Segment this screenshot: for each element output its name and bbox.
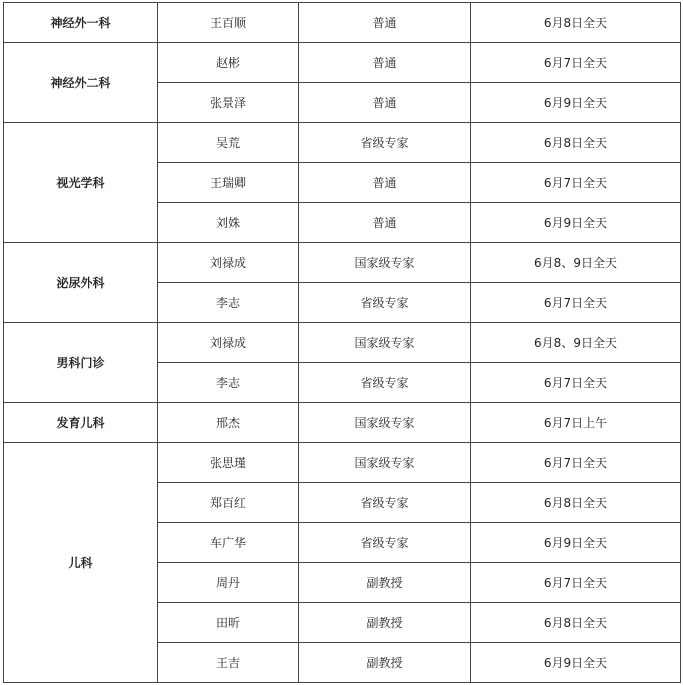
doctor-cell: 刘姝 xyxy=(158,203,299,243)
level-cell: 省级专家 xyxy=(299,523,471,563)
level-cell: 省级专家 xyxy=(299,123,471,163)
level-cell: 省级专家 xyxy=(299,363,471,403)
department-cell: 男科门诊 xyxy=(4,323,158,403)
department-cell: 发育儿科 xyxy=(4,403,158,443)
level-cell: 国家级专家 xyxy=(299,243,471,283)
level-cell: 国家级专家 xyxy=(299,443,471,483)
level-cell: 普通 xyxy=(299,83,471,123)
doctor-cell: 田昕 xyxy=(158,603,299,643)
schedule-table xyxy=(3,2,681,683)
table-row xyxy=(4,323,681,363)
time-cell: 6月8日全天 xyxy=(471,123,681,163)
schedule-table-body xyxy=(4,3,681,683)
level-cell: 普通 xyxy=(299,163,471,203)
table-row xyxy=(4,243,681,283)
time-cell: 6月7日全天 xyxy=(471,163,681,203)
time-cell: 6月9日全天 xyxy=(471,643,681,683)
level-cell: 省级专家 xyxy=(299,283,471,323)
table-row xyxy=(4,123,681,163)
level-cell: 国家级专家 xyxy=(299,403,471,443)
table-row xyxy=(4,443,681,483)
table-row xyxy=(4,3,681,43)
time-cell: 6月8日全天 xyxy=(471,603,681,643)
doctor-cell: 王吉 xyxy=(158,643,299,683)
doctor-cell: 王瑞卿 xyxy=(158,163,299,203)
time-cell: 6月8日全天 xyxy=(471,483,681,523)
time-cell: 6月7日全天 xyxy=(471,563,681,603)
department-cell: 儿科 xyxy=(4,443,158,683)
doctor-cell: 张思瑾 xyxy=(158,443,299,483)
level-cell: 副教授 xyxy=(299,563,471,603)
time-cell: 6月8、9日全天 xyxy=(471,323,681,363)
doctor-cell: 张景泽 xyxy=(158,83,299,123)
level-cell: 国家级专家 xyxy=(299,323,471,363)
time-cell: 6月9日全天 xyxy=(471,203,681,243)
time-cell: 6月8日全天 xyxy=(471,3,681,43)
time-cell: 6月7日全天 xyxy=(471,283,681,323)
time-cell: 6月8、9日全天 xyxy=(471,243,681,283)
table-row xyxy=(4,403,681,443)
level-cell: 普通 xyxy=(299,43,471,83)
time-cell: 6月7日全天 xyxy=(471,443,681,483)
doctor-cell: 刘禄成 xyxy=(158,323,299,363)
department-cell: 神经外一科 xyxy=(4,3,158,43)
department-cell: 泌尿外科 xyxy=(4,243,158,323)
doctor-cell: 赵彬 xyxy=(158,43,299,83)
time-cell: 6月7日上午 xyxy=(471,403,681,443)
doctor-cell: 邢杰 xyxy=(158,403,299,443)
level-cell: 副教授 xyxy=(299,603,471,643)
level-cell: 普通 xyxy=(299,3,471,43)
level-cell: 省级专家 xyxy=(299,483,471,523)
level-cell: 副教授 xyxy=(299,643,471,683)
time-cell: 6月7日全天 xyxy=(471,43,681,83)
level-cell: 普通 xyxy=(299,203,471,243)
doctor-cell: 刘禄成 xyxy=(158,243,299,283)
time-cell: 6月7日全天 xyxy=(471,363,681,403)
doctor-cell: 李志 xyxy=(158,363,299,403)
time-cell: 6月9日全天 xyxy=(471,523,681,563)
doctor-cell: 王百顺 xyxy=(158,3,299,43)
time-cell: 6月9日全天 xyxy=(471,83,681,123)
doctor-cell: 吴荒 xyxy=(158,123,299,163)
table-row xyxy=(4,43,681,83)
department-cell: 神经外二科 xyxy=(4,43,158,123)
doctor-cell: 李志 xyxy=(158,283,299,323)
doctor-cell: 郑百红 xyxy=(158,483,299,523)
department-cell: 视光学科 xyxy=(4,123,158,243)
doctor-cell: 车广华 xyxy=(158,523,299,563)
doctor-cell: 周丹 xyxy=(158,563,299,603)
